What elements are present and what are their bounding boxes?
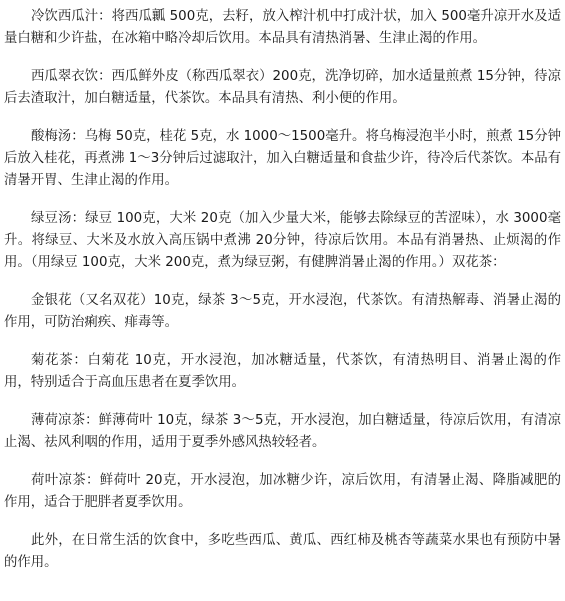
paragraph-sour-plum-soup: 酸梅汤：乌梅 50克，桂花 5克，水 1000～1500毫升。将乌梅浸泡半小时，煎煮 15分钟后放入桂花，再煮沸 1～3分钟后过滤取汁，加入白糖适量和食盐少许，待冷后代茶饮。本品有清暑开胃、生津止渴的作用。 (4, 129, 561, 188)
paragraph-chrysanthemum-tea: 菊花茶：白菊花 10克，开水浸泡，加冰糖适量，代茶饮，有清热明目、消暑止渴的作用，特别适合于高血压患者在夏季饮用。 (4, 353, 561, 390)
paragraph-watermelon-juice: 冷饮西瓜汁：将西瓜瓤 500克，去籽，放入榨汁机中打成汁状，加入 500毫升凉开水及适量白糖和少许盐，在冰箱中略冷却后饮用。本品具有清热消暑、生津止渴的作用。 (4, 9, 561, 46)
paragraph-mint-tea: 薄荷凉茶：鲜薄荷叶 10克，绿茶 3～5克，开水浸泡，加白糖适量，待凉后饮用，有清凉止渴、祛风利咽的作用，适用于夏季外感风热较轻者。 (4, 413, 561, 450)
paragraph-lotus-leaf-tea: 荷叶凉茶：鲜荷叶 20克，开水浸泡，加冰糖少许，凉后饮用，有清暑止渴、降脂减肥的作用，适合于肥胖者夏季饮用。 (4, 473, 561, 510)
paragraph-watermelon-rind-drink: 西瓜翠衣饮：西瓜鲜外皮（称西瓜翠衣）200克，洗净切碎，加水适量煎煮 15分钟，待凉后去渣取汁，加白糖适量，代茶饮。本品具有清热、利小便的作用。 (4, 69, 561, 106)
paragraph-honeysuckle-tea: 金银花（又名双花）10克，绿茶 3～5克，开水浸泡，代茶饮。有清热解毒、消暑止渴的作用，可防治痢疾、痱毒等。 (4, 293, 561, 330)
paragraph-closing-note: 此外，在日常生活的饮食中，多吃些西瓜、黄瓜、西红柿及桃杏等蔬菜水果也有预防中暑的作用。 (4, 533, 561, 570)
paragraph-mung-bean-soup: 绿豆汤：绿豆 100克，大米 20克（加入少量大米，能够去除绿豆的苦涩味），水 3000毫升。将绿豆、大米及水放入高压锅中煮沸 20分钟，待凉后饮用。本品有消暑热、止烦渴的作用。（用绿豆 100克，大米 200克，煮为绿豆粥，有健脾消暑止渴的作用。）双花茶： (4, 211, 561, 270)
